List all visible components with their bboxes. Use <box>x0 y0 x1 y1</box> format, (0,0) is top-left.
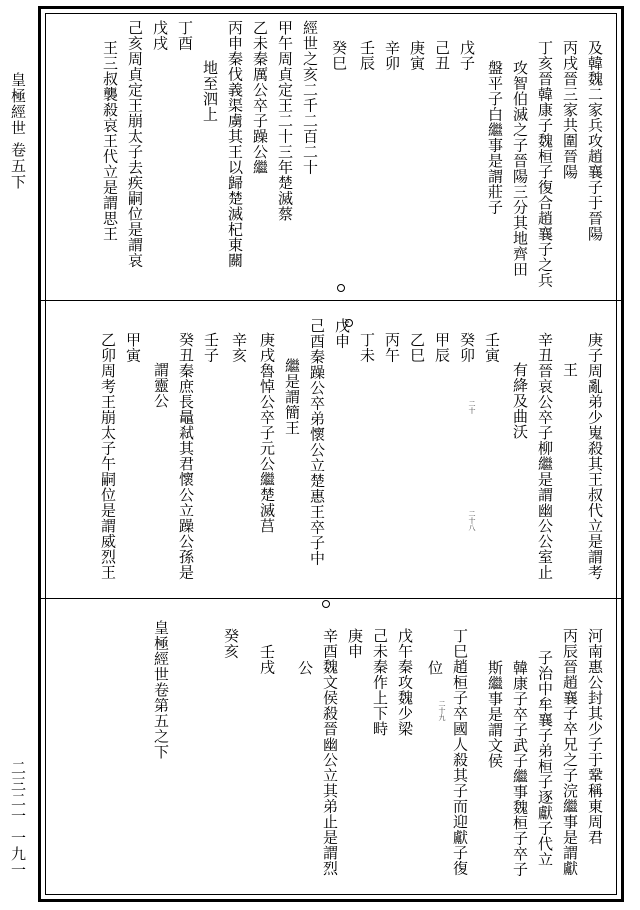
text-column: 癸亥 <box>222 628 240 659</box>
text-column: 王 <box>561 362 579 378</box>
circle-mark <box>337 284 345 292</box>
text-column: 皇極經世卷第五之下 <box>152 620 170 760</box>
text-column: 戊午秦攻魏少梁 <box>396 628 414 737</box>
text-column: 辛丑晉哀公卒子柳繼是謂幽公公室止 <box>536 332 554 580</box>
text-column: 庚寅 <box>408 40 426 71</box>
text-column: 韓康子卒子武子繼事魏桓子卒子 <box>511 660 529 877</box>
text-column: 壬寅 <box>483 332 501 363</box>
text-column: 及韓魏二家兵攻趙襄子于晉陽 <box>586 40 604 242</box>
margin-note: 二十 <box>468 400 476 414</box>
text-column: 丙戌晉三家共圍晉陽 <box>561 40 579 180</box>
text-column: 丁亥晉韓康子魏桓子復合趙襄子之兵 <box>536 40 554 288</box>
text-column: 子治中牟襄子弟桓子逐獻子代立 <box>536 650 554 867</box>
text-column: 公 <box>296 660 314 676</box>
circle-mark <box>322 600 330 608</box>
text-column: 甲辰 <box>433 332 451 363</box>
text-column: 王三叔襲殺哀王代立是謂思王 <box>101 40 119 242</box>
page-number: 二三二一 一九一 <box>9 760 27 878</box>
text-column: 己酉秦躁公卒弟懷公立楚惠王卒子中 <box>308 318 326 566</box>
text-column: 河南惠公封其少子于鞏稱東周君 <box>586 628 604 845</box>
panel-divider <box>38 598 624 599</box>
text-column: 壬戌 <box>258 644 276 675</box>
text-column: 己丑 <box>433 40 451 71</box>
text-column: 己亥周貞定王崩太子去疾嗣位是謂哀 <box>126 20 144 268</box>
text-column: 丁巳趙桓子卒國人殺其子而迎獻子復 <box>451 628 469 876</box>
text-column: 戊子 <box>458 40 476 71</box>
text-column: 辛亥 <box>230 332 248 363</box>
text-column: 戊戌 <box>151 20 169 51</box>
text-column: 丁酉 <box>176 20 194 51</box>
panel-divider <box>38 300 624 301</box>
text-column: 壬子 <box>202 332 220 363</box>
text-column: 辛卯 <box>383 40 401 71</box>
text-column: 己未秦作上下畤 <box>371 628 389 737</box>
text-column: 地至泗上 <box>201 60 219 122</box>
text-column: 斯繼事是謂文侯 <box>486 660 504 769</box>
text-column: 經世之亥二千二百二十 <box>301 20 319 175</box>
text-column: 壬辰 <box>358 40 376 71</box>
text-column: 戊申 <box>333 318 351 349</box>
circle-mark <box>345 319 353 327</box>
text-column: 乙未秦厲公卒子躁公繼 <box>251 20 269 175</box>
text-column: 丙申秦伐義渠虜其王以歸楚滅杞東關 <box>226 20 244 268</box>
text-column: 癸丑秦庶長鼂弒其君懷公立躁公孫是 <box>177 332 195 580</box>
text-column: 盤平子白繼事是謂莊子 <box>486 60 504 215</box>
margin-note: 二十九 <box>438 700 446 721</box>
text-column: 辛酉魏文侯殺晉幽公立其弟止是謂烈 <box>321 628 339 876</box>
text-column: 丙午 <box>383 332 401 363</box>
text-column: 庚戌魯悼公卒子元公繼楚滅莒 <box>258 332 276 534</box>
text-column: 癸卯 <box>458 332 476 363</box>
text-column: 位 <box>426 660 444 676</box>
text-column: 甲午周貞定王二十三年楚滅蔡 <box>276 20 294 222</box>
text-column: 攻智伯滅之子晉陽三分其地齊田 <box>511 60 529 277</box>
text-column: 謂靈公 <box>152 362 170 409</box>
text-column: 癸巳 <box>330 40 348 71</box>
text-column: 繼是謂簡王 <box>283 358 301 436</box>
text-column: 有絳及曲沃 <box>511 362 529 440</box>
text-column: 甲寅 <box>124 332 142 363</box>
text-column: 乙巳 <box>408 332 426 363</box>
text-column: 庚子周亂弟少嵬殺其王叔代立是謂考 <box>586 332 604 580</box>
text-column: 丁未 <box>358 332 376 363</box>
text-column: 乙卯周考王崩太子午嗣位是謂威烈王 <box>99 332 117 580</box>
margin-note: 二十八 <box>468 510 476 531</box>
text-column: 庚申 <box>346 628 364 659</box>
book-title: 皇極經世 卷五下 <box>9 72 27 190</box>
text-column: 丙辰晉趙襄子卒兄之子浣繼事是謂獻 <box>561 628 579 876</box>
